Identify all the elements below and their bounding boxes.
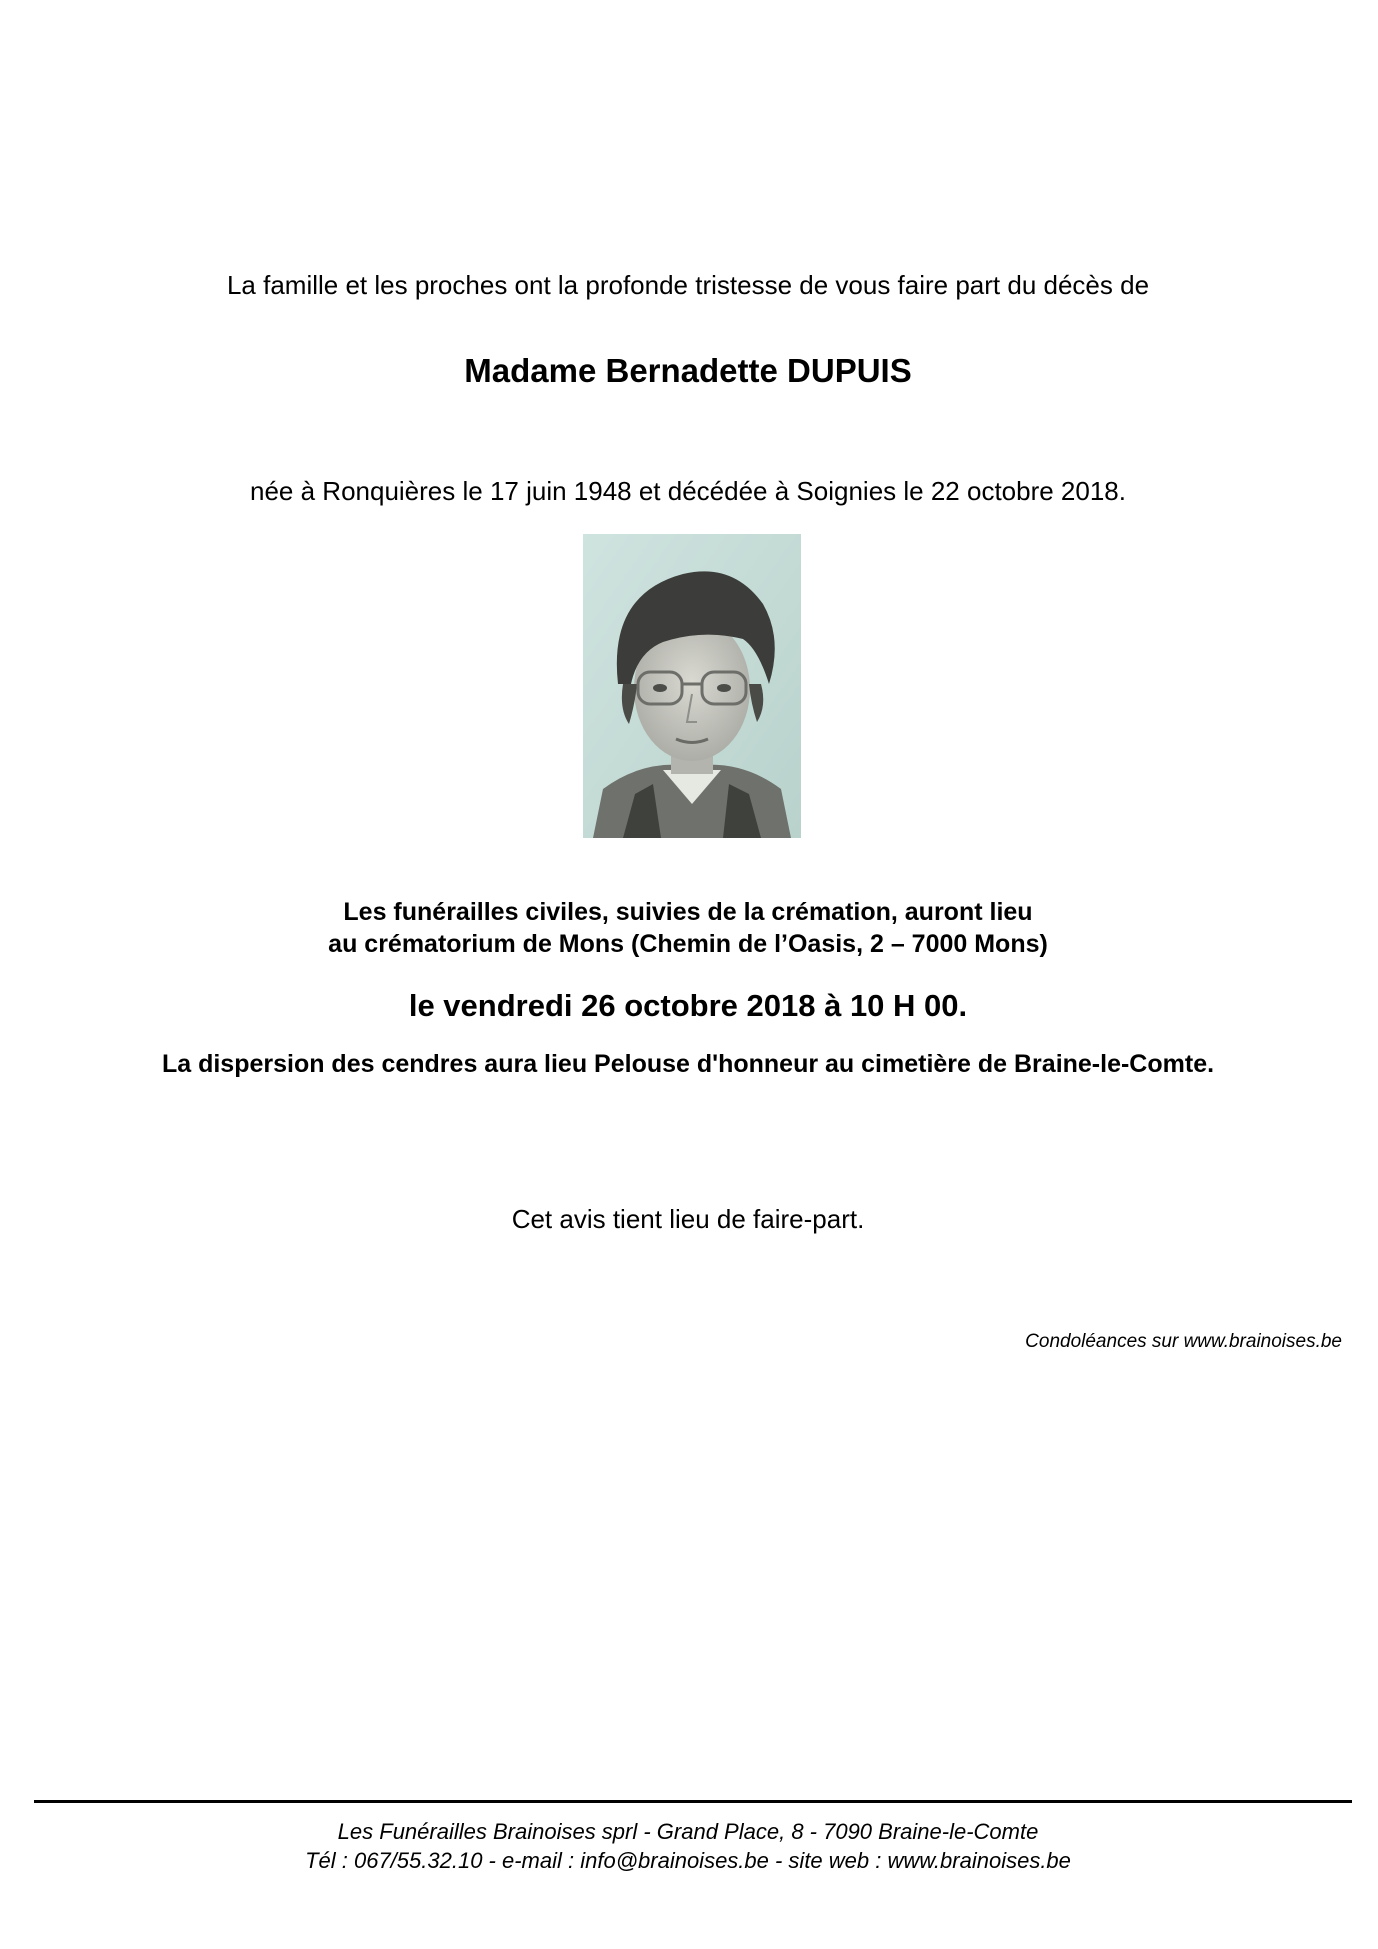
footer-contact: Tél : 067/55.32.10 - e-mail : info@brainoises.be - site web : www.brainoises.be	[305, 1848, 1071, 1873]
funeral-details-line-2: au crématorium de Mons (Chemin de l’Oasis, 2 – 7000 Mons)	[328, 930, 1048, 958]
notice-text: Cet avis tient lieu de faire-part.	[511, 1204, 865, 1234]
deceased-name: Madame Bernadette DUPUIS	[464, 352, 912, 389]
birth-death-dates: née à Ronquières le 17 juin 1948 et décédée à Soignies le 22 octobre 2018.	[250, 476, 1126, 506]
intro-text: La famille et les proches ont la profonde tristesse de vous faire part du décès de	[226, 270, 1150, 300]
footer-divider	[34, 1800, 1352, 1803]
portrait-photo	[583, 534, 801, 838]
funeral-datetime: le vendredi 26 octobre 2018 à 10 H 00.	[408, 988, 968, 1023]
funeral-details-line-1: Les funérailles civiles, suivies de la crémation, auront lieu	[343, 898, 1033, 926]
footer-address: Les Funérailles Brainoises sprl - Grand Place, 8 - 7090 Braine-le-Comte	[337, 1819, 1039, 1844]
condolences-text: Condoléances sur www.brainoises.be	[1025, 1331, 1342, 1352]
ash-dispersion-text: La dispersion des cendres aura lieu Pelouse d'honneur au cimetière de Braine-le-Comte.	[161, 1050, 1215, 1078]
